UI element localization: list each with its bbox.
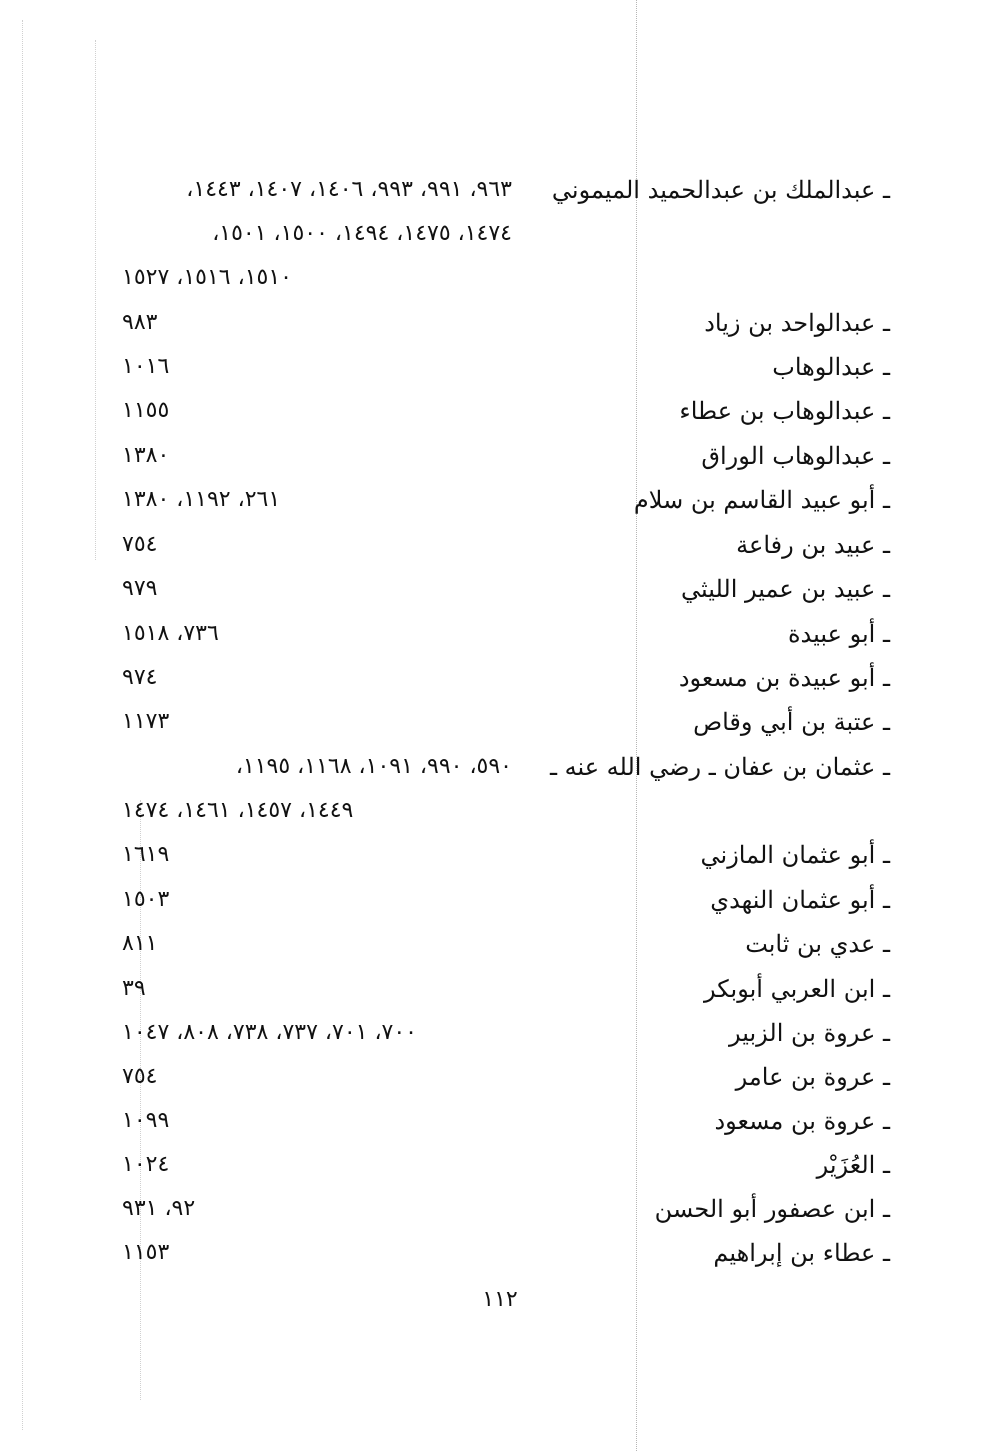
entry-name: ـ ابن عصفور أبو الحسن xyxy=(654,1195,890,1223)
entry-pages: ٩٨٣ xyxy=(122,310,158,335)
entry-pages: ٢٦١، ١١٩٢، ١٣٨٠ xyxy=(122,487,281,512)
entry-pages: ٩٦٣، ٩٩١، ٩٩٣، ١٤٠٦، ١٤٠٧، ١٤٤٣، xyxy=(186,177,512,202)
index-entry xyxy=(0,1233,1000,1273)
entry-name: ـ عروة بن مسعود xyxy=(714,1107,890,1135)
entry-pages: ١٠٩٩ xyxy=(122,1108,170,1133)
entry-pages: ٩٧٩ xyxy=(122,576,158,601)
entry-name: ـ العُزَيْر xyxy=(816,1151,890,1179)
index-entry xyxy=(0,747,1000,787)
index-entry xyxy=(0,303,1000,343)
entry-name: ـ أبو عثمان المازني xyxy=(700,841,890,869)
index-entry xyxy=(0,347,1000,387)
entry-pages: ١١٧٣ xyxy=(122,709,170,734)
index-entry xyxy=(0,835,1000,875)
index-entry xyxy=(0,1145,1000,1185)
index-entry xyxy=(0,702,1000,742)
entry-name: ـ ابن العربي أبوبكر xyxy=(704,975,890,1003)
entry-name: ـ عبيد بن رفاعة xyxy=(736,531,890,559)
index-entry xyxy=(0,1101,1000,1141)
entry-pages: ٧٥٤ xyxy=(122,532,158,557)
index-entry xyxy=(0,391,1000,431)
entry-name: ـ عبدالوهاب بن عطاء xyxy=(679,397,890,425)
entry-name: ـ أبو عبيدة xyxy=(787,620,890,648)
entry-name: ـ أبو عثمان النهدي xyxy=(710,886,890,914)
entry-pages: ١٥١٠، ١٥١٦، ١٥٢٧ xyxy=(122,265,292,290)
entry-pages: ١٤٤٩، ١٤٥٧، ١٤٦١، ١٤٧٤ xyxy=(122,798,354,823)
entry-pages: ٧٥٤ xyxy=(122,1064,158,1089)
index-entry-continuation xyxy=(0,791,1000,831)
index-entry xyxy=(0,1013,1000,1053)
entry-pages: ٧٠٠، ٧٠١، ٧٣٧، ٧٣٨، ٨٠٨، ١٠٤٧ xyxy=(122,1020,417,1045)
index-entry-continuation xyxy=(0,214,1000,254)
entry-name: ـ أبو عبيدة بن مسعود xyxy=(678,664,890,692)
entry-name: ـ عروة بن عامر xyxy=(735,1063,890,1091)
entry-name: ـ عبدالملك بن عبدالحميد الميموني xyxy=(551,176,890,204)
entry-name: ـ عبدالواحد بن زياد xyxy=(704,309,890,337)
entry-pages: ١٠٢٤ xyxy=(122,1152,170,1177)
entry-pages: ٥٩٠، ٩٩٠، ١٠٩١، ١١٦٨، ١١٩٥، xyxy=(235,754,512,779)
entry-pages: ٨١١ xyxy=(122,931,158,956)
index-entry xyxy=(0,170,1000,210)
entry-name: ـ عطاء بن إبراهيم xyxy=(713,1239,890,1267)
entry-pages: ١١٥٣ xyxy=(122,1240,170,1265)
entry-name: ـ عتبة بن أبي وقاص xyxy=(693,708,890,736)
index-entry xyxy=(0,658,1000,698)
entry-pages: ١٦١٩ xyxy=(122,842,170,867)
entry-name: ـ عبدالوهاب xyxy=(772,353,890,381)
entry-name: ـ عروة بن الزبير xyxy=(729,1019,890,1047)
entry-name: ـ عبيد بن عمير الليثي xyxy=(681,575,890,603)
page-number: ١١٢ xyxy=(482,1287,518,1312)
entry-pages: ٧٣٦، ١٥١٨ xyxy=(122,621,219,646)
index-entry xyxy=(0,924,1000,964)
entry-name: ـ عثمان بن عفان ـ رضي الله عنه ـ xyxy=(549,753,890,781)
entry-pages: ١٥٠٣ xyxy=(122,887,170,912)
entry-name: ـ أبو عبيد القاسم بن سلام xyxy=(633,486,890,514)
entry-pages: ١٠١٦ xyxy=(122,354,170,379)
index-entry xyxy=(0,1189,1000,1229)
index-entry xyxy=(0,969,1000,1009)
entry-pages: ١٤٧٤، ١٤٧٥، ١٤٩٤، ١٥٠٠، ١٥٠١، xyxy=(212,221,512,246)
index-entry-continuation xyxy=(0,258,1000,298)
index-entry xyxy=(0,436,1000,476)
entry-name: ـ عدي بن ثابت xyxy=(745,930,890,958)
entry-pages: ٩٢، ٩٣١ xyxy=(122,1196,196,1221)
entry-pages: ٣٩ xyxy=(122,976,146,1001)
index-entry xyxy=(0,569,1000,609)
index-entry xyxy=(0,1057,1000,1097)
entry-pages: ٩٧٤ xyxy=(122,665,158,690)
index-entry xyxy=(0,614,1000,654)
entry-pages: ١٣٨٠ xyxy=(122,443,170,468)
entry-name: ـ عبدالوهاب الوراق xyxy=(701,442,890,470)
index-entry xyxy=(0,525,1000,565)
entry-pages: ١١٥٥ xyxy=(122,398,170,423)
index-entry xyxy=(0,480,1000,520)
index-entry xyxy=(0,880,1000,920)
